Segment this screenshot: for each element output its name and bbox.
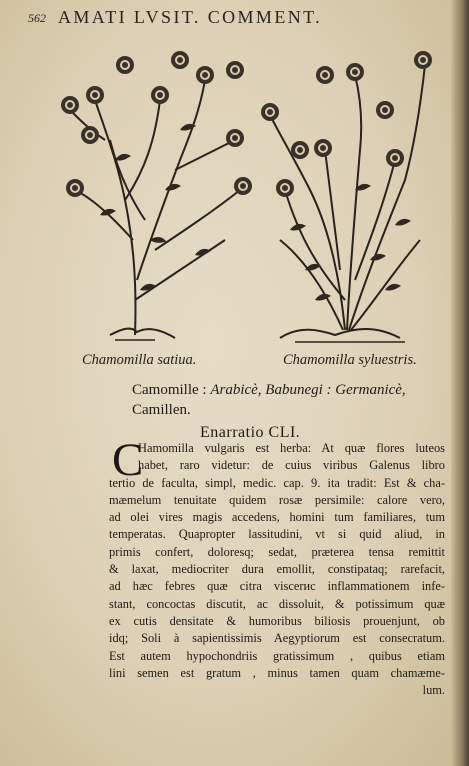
body-line: lum.	[422, 683, 445, 698]
book-gutter	[451, 0, 469, 766]
chamomilla-satiua-woodcut	[70, 80, 240, 340]
body-line: primis confert, doloresq; sedat, præterea tensa remittit	[109, 544, 445, 559]
body-line: tertio de faculta, simpl, medic. cap. 9. ita tradit: Est & cha-	[109, 475, 445, 490]
commentary-text	[109, 440, 445, 699]
body-line: ad olei vires magis accedens, homini tum familiares, tum	[109, 510, 445, 525]
body-line: Est autem hypochondriis gratissimum , quibus etiam	[109, 648, 445, 663]
body-line: lini semen est gratum , minus tamen quam chamæme-	[109, 665, 445, 680]
body-line: temperatas. Quapropter lassitudini, vt si quid aliud, in	[109, 527, 445, 542]
section-heading: Enarratio CLI.	[200, 424, 301, 441]
body-line: stant, concoctas discutit, ac dissoluit, & potissimum quæ	[109, 596, 445, 611]
vernacular-arabic-german: Arabicè, Babunegi : Germanicè,	[210, 382, 406, 398]
vernacular-line-1	[132, 380, 452, 400]
body-line: & laxat, mediocriter dura emollit, constipataq; rarefacit,	[109, 562, 445, 577]
woodcut-illustrations	[55, 40, 440, 350]
vernacular-line-2: Camillen.	[132, 402, 191, 418]
satiua-leaves	[100, 124, 211, 291]
body-line: Hamomilla vulgaris est herba: At quæ flores luteos	[138, 441, 445, 455]
body-line: idq; Soli à sapientissimis Aegyptiorum est consecratum.	[109, 631, 445, 646]
vernacular-french: Camomille :	[132, 382, 211, 398]
page-number: 562	[28, 11, 46, 25]
page-header	[28, 6, 428, 32]
body-line: habet, raro videtur: de cuius viribus Galenus libro	[138, 458, 445, 473]
running-title: AMATI LVSIT. COMMENT.	[58, 7, 323, 27]
drop-cap: C	[112, 434, 144, 486]
body-line: ad hæc febres quæ citra viscerис inflammationem infe-	[109, 579, 445, 594]
caption-chamomilla-satiua: Chamomilla satiua.	[82, 352, 197, 368]
body-line: ex cutis densitate & humoribus biliosis prouenjunt, ob	[109, 613, 445, 628]
caption-chamomilla-syluestris: Chamomilla syluestris.	[283, 352, 417, 368]
chamomilla-syluestris-woodcut	[270, 65, 425, 342]
vernacular-names	[132, 380, 452, 420]
body-line: mæmelum tenuitate quidem rosæ persimile: calore vero,	[109, 492, 445, 507]
